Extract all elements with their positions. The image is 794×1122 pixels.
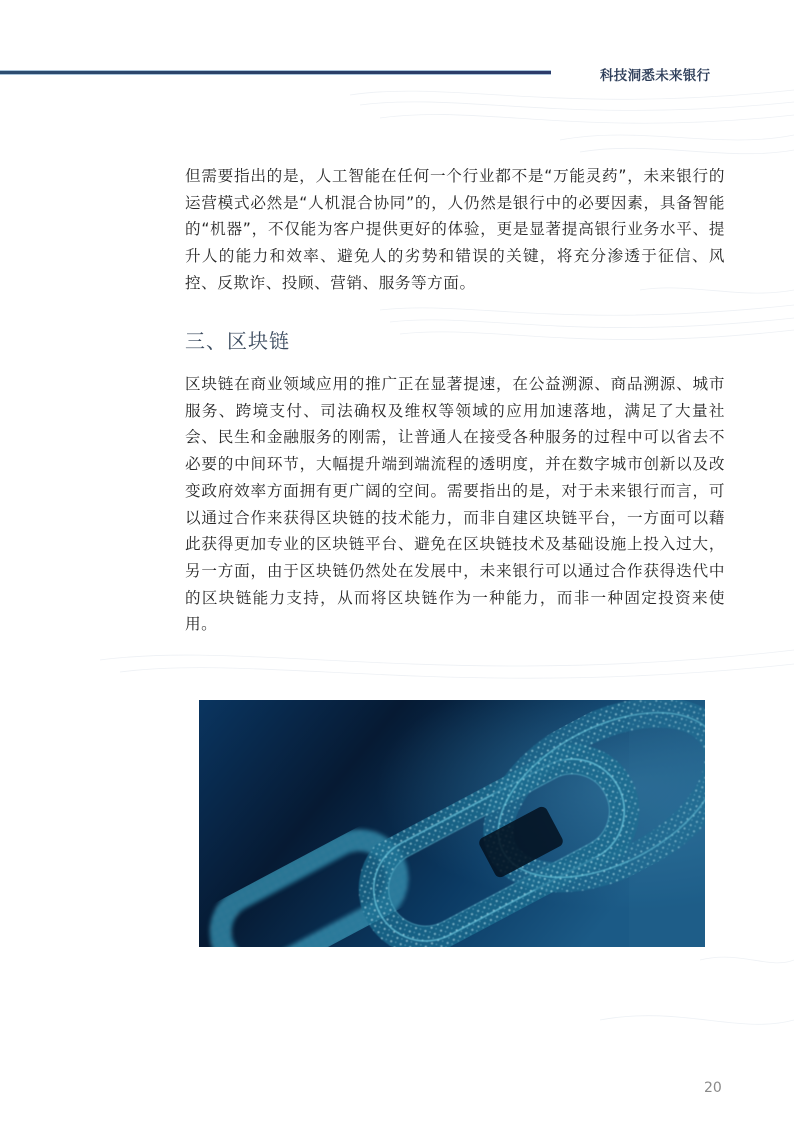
header-rule	[0, 71, 551, 74]
body-paragraph-blockchain: 区块链在商业领域应用的推广正在显著提速，在公益溯源、商品溯源、城市服务、跨境支付、司法确权及维权等领域的应用加速落地，满足了大量社会、民生和金融服务的刚需，让普通人在接受各种服务的过程中可以省去不必要的中间环节，大幅提升端到端流程的透明度，并在数字城市创新以及改变政府效率方面拥有更广阔的空间。需要指出的是，对于未来银行而言，可以通过合作来获得区块链的技术能力，而非自建区块链平台，一方面可以藉此获得更加专业的区块链平台、避免在区块链技术及基础设施上投入过大，另一方面，由于区块链仍然处在发展中，未来银行可以通过合作获得迭代中的区块链能力支持，从而将区块链作为一种能力，而非一种固定投资来使用。	[185, 375, 725, 634]
chain-links-graphic	[199, 700, 705, 947]
section-heading-blockchain: 三、区块链	[185, 329, 290, 353]
body-paragraph-ai: 但需要指出的是，人工智能在任何一个行业都不是“万能灵药”，未来银行的运营模式必然是“人机混合协同”的，人仍然是银行中的必要因素，具备智能的“机器”，不仅能为客户提供更好的体验，更是显著提高银行业务水平、提升人的能力和效率、避免人的劣势和错误的关键，将充分渗透于征信、风控、反欺诈、投顾、营销、服务等方面。	[185, 167, 725, 292]
running-header-title: 科技洞悉未来银行	[600, 68, 711, 84]
blockchain-illustration	[199, 700, 705, 947]
page-number: 20	[704, 1080, 722, 1096]
